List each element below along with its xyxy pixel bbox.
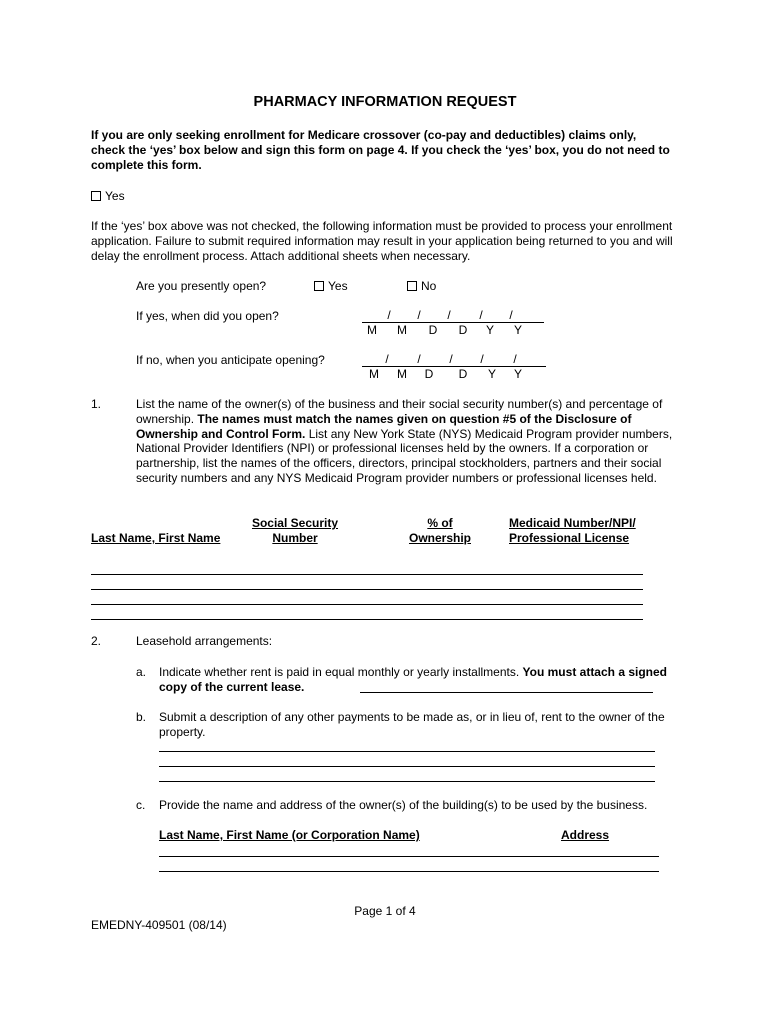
medicare-crossover-instructions: If you are only seeking enrollment for Medicare crossover (co-pay and deductibles) claims only, check the ‘yes’ box below and sign this form on page 4. If you check the ‘yes’ box, you do not need to complete this form. xyxy=(91,128,670,172)
date-label-d: D xyxy=(458,323,468,337)
question-1-text-a: List the name of the owner(s) of the business and their social security number(s) and percentage of ownership. xyxy=(136,397,663,426)
date-label-y: Y xyxy=(513,323,522,337)
column-header-license-line2: Professional License xyxy=(509,531,630,545)
anticipated-date-field[interactable] xyxy=(362,352,548,368)
other-payments-line[interactable] xyxy=(159,766,655,767)
item-2c-letter: c. xyxy=(136,798,146,812)
question-1-text-bold: The names must match the names given on question #5 of the Disclosure of Ownership and Control Form. xyxy=(136,411,632,441)
date-separator: / xyxy=(417,352,421,366)
other-payments-line[interactable] xyxy=(159,751,655,752)
page-title: PHARMACY INFORMATION REQUEST xyxy=(253,94,517,110)
date-label-y: Y xyxy=(513,367,522,381)
date-separator: / xyxy=(417,308,421,322)
checkbox-label: Yes xyxy=(328,279,348,293)
date-label-y: Y xyxy=(487,367,496,381)
checkbox-icon xyxy=(91,191,101,201)
item-2b-letter: b. xyxy=(136,710,147,724)
question-1-number: 1. xyxy=(91,397,102,411)
question-1-text xyxy=(136,397,682,486)
item-2a-letter: a. xyxy=(136,665,147,679)
enrollment-instructions: If the ‘yes’ box above was not checked, the following information must be provided to process your enrollment application. Failure to submit required information may result in your application being returned to you and will delay the enrollment process. Attach additional sheets when necessary. xyxy=(91,219,673,263)
item-2a-text-bold: You must attach a signed copy of the current lease. xyxy=(159,665,667,694)
column-header-name: Last Name, First Name xyxy=(91,531,221,545)
checkbox-label: No xyxy=(421,279,437,293)
date-separator: / xyxy=(387,308,391,322)
question-1-text-c: List any New York State (NYS) Medicaid Program provider numbers, National Provider Identifiers (NPI) or professional licenses held by the owners. If a corporation or partnership, list the names of the officers, directors, principal stockholders, partners and their social security numbers and any NYS Medicaid Program provider numbers or professional licenses held. xyxy=(136,426,673,485)
column-header-license-line1: Medicaid Number/NPI/ xyxy=(509,516,636,530)
date-separator: / xyxy=(479,308,483,322)
date-label-m: M xyxy=(397,323,407,337)
presently-open-no-checkbox[interactable] xyxy=(407,279,436,293)
item-2b-text: Submit a description of any other payments to be made as, or in lieu of, rent to the owner of the property. xyxy=(159,710,665,739)
opened-date-question: If yes, when did you open? xyxy=(136,309,279,323)
checkbox-icon xyxy=(407,281,417,291)
date-separator: / xyxy=(513,352,517,366)
column-header-ownership xyxy=(395,516,485,546)
building-owner-name-header: Last Name, First Name (or Corporation Name) xyxy=(159,828,420,842)
date-separator: / xyxy=(509,308,513,322)
other-payments-line[interactable] xyxy=(159,781,655,782)
medicare-crossover-yes-checkbox[interactable] xyxy=(91,189,125,203)
building-owner-address-header: Address xyxy=(561,828,610,842)
page-number: Page 1 of 4 xyxy=(354,904,416,918)
column-header-ssn xyxy=(230,516,360,546)
column-header-license xyxy=(509,516,636,546)
date-label-m: M xyxy=(367,323,377,337)
anticipated-date-question: If no, when you anticipate opening? xyxy=(136,353,325,367)
owner-entry-line[interactable] xyxy=(91,574,643,575)
date-separator: / xyxy=(385,352,389,366)
date-label-m: M xyxy=(397,367,407,381)
question-2-label: Leasehold arrangements: xyxy=(136,634,273,648)
anticipated-date-format xyxy=(362,367,552,381)
date-label-d: D xyxy=(428,323,438,337)
date-label-d: D xyxy=(424,367,434,381)
lease-installment-field[interactable] xyxy=(360,692,653,693)
item-2a-text-plain: Indicate whether rent is paid in equal monthly or yearly installments. xyxy=(159,665,520,679)
column-header-ownership-line1: % of xyxy=(427,516,453,530)
date-separator: / xyxy=(449,352,453,366)
date-label-d: D xyxy=(458,367,468,381)
checkbox-label: Yes xyxy=(105,189,125,203)
column-header-ownership-line2: Ownership xyxy=(408,531,471,545)
question-2-number: 2. xyxy=(91,634,102,648)
item-2a-text xyxy=(159,665,671,695)
date-separator: / xyxy=(447,308,451,322)
date-separator: / xyxy=(480,352,484,366)
owner-entry-line[interactable] xyxy=(91,589,643,590)
column-header-ssn-line2: Number xyxy=(272,531,318,545)
building-owner-line[interactable] xyxy=(159,856,659,857)
presently-open-yes-checkbox[interactable] xyxy=(314,279,348,293)
opened-date-format xyxy=(362,323,552,337)
form-id: EMEDNY-409501 (08/14) xyxy=(91,918,227,932)
owner-entry-line[interactable] xyxy=(91,604,643,605)
item-2c-text: Provide the name and address of the owner(s) of the building(s) to be used by the business. xyxy=(159,798,648,812)
checkbox-icon xyxy=(314,281,324,291)
column-header-ssn-line1: Social Security xyxy=(251,516,339,530)
date-label-m: M xyxy=(369,367,379,381)
opened-date-field[interactable] xyxy=(362,308,546,324)
presently-open-question: Are you presently open? xyxy=(136,279,267,293)
owner-entry-line[interactable] xyxy=(91,619,643,620)
date-label-y: Y xyxy=(485,323,494,337)
building-owner-line[interactable] xyxy=(159,871,659,872)
